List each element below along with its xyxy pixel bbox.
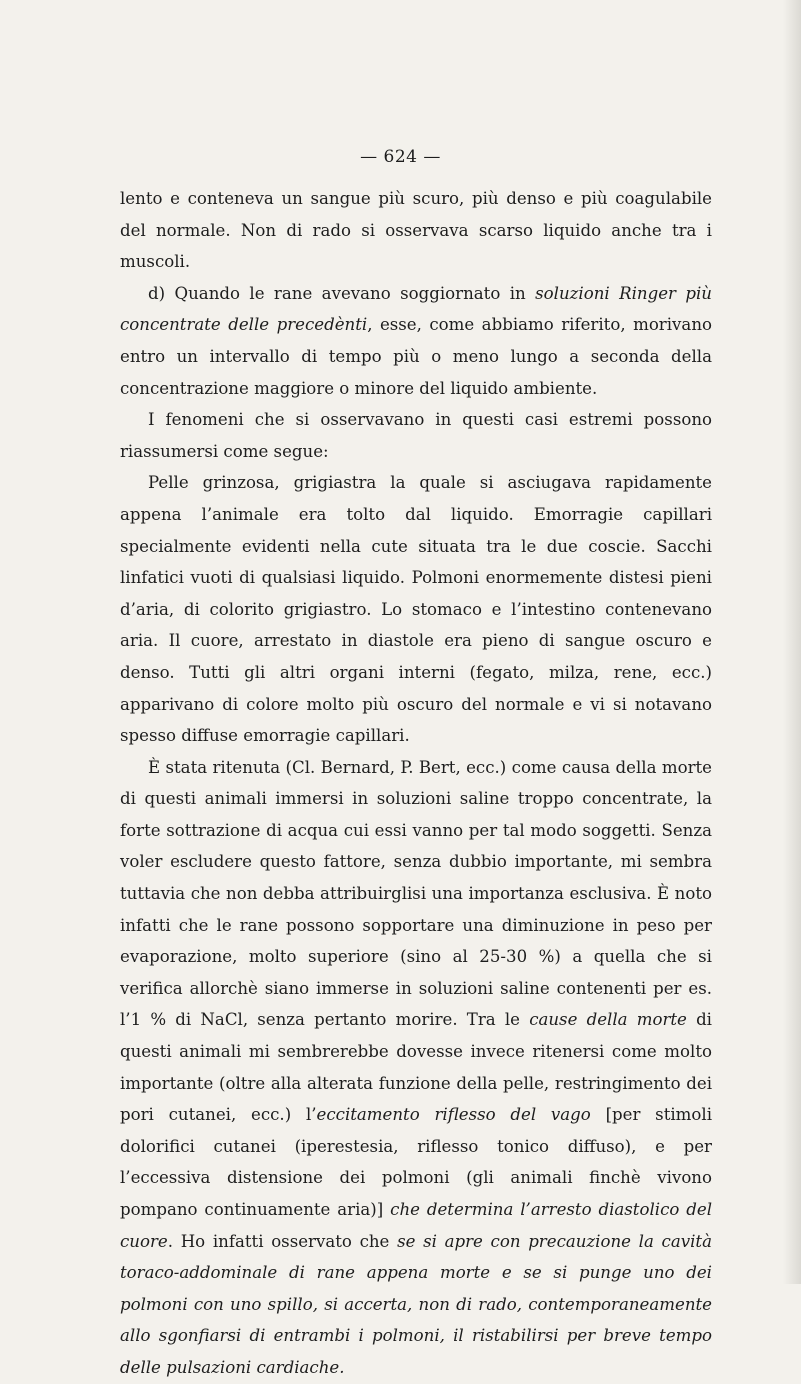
- text-run: I fenomeni che si osservavano in questi casi estremi possono riassumersi come segue:: [120, 410, 712, 461]
- page-edge-shadow: [783, 0, 801, 1284]
- paragraph: [120, 752, 712, 1384]
- text-run: , esse, come abbiamo riferito, morivano entro un intervallo di tempo più o meno lungo a seconda della concentrazione maggiore o minore del liquido ambiente.: [120, 315, 712, 398]
- italic-run: che determina l’arresto diastolico del cuore: [120, 1200, 713, 1251]
- italic-run: cause della morte: [529, 1010, 687, 1030]
- italic-run: eccitamento riflesso del vago: [316, 1105, 591, 1125]
- body-text: [120, 183, 712, 1384]
- text-run: . Ho infatti osservato che: [167, 1231, 398, 1251]
- paragraph: [120, 467, 712, 751]
- paragraph: [120, 404, 712, 467]
- page-number: — 624 —: [360, 147, 441, 167]
- paragraph: [120, 183, 712, 278]
- text-run: È stata ritenuta (Cl. Bernard, P. Bert, ecc.) come causa della morte di questi animali immersi in soluzioni saline troppo concentrate, la forte sottrazione di acqua cui essi vanno per tal modo soggetti. Senza voler escludere questo fattore, senza dubbio importante, mi sembra tuttavia che non debba attribuirglisi una importanza esclusiva. È noto infatti che le rane possono sopportare una diminuzione in peso per evaporazione, molto superiore (sino al 25-30 %) a quella che si verifica allorchè siano immerse in soluzioni saline contenenti per es. l’1 % di NaCl, senza pertanto morire. Tra le: [120, 757, 712, 1030]
- italic-run: soluzioni Ringer più concentrate delle precedènti: [120, 283, 712, 335]
- text-run: Pelle grinzosa, grigiastra la quale si asciugava rapidamente appena l’animale era tolto dal liquido. Emorragie capillari specialmente evidenti nella cute situata tra le due coscie. Sacchi linfatici vuoti di qualsiasi liquido. Polmoni enormemente distesi pieni d’aria, di colorito grigiastro. Lo stomaco e l’intestino contenevano aria. Il cuore, arrestato in diastole era pieno di sangue oscuro e denso. Tutti gli altri organi interni (fegato, milza, rene, ecc.) apparivano di colore molto più oscuro del normale e vi si notavano spesso diffuse emorragie capillari.: [120, 473, 712, 746]
- italic-run: se si apre con precauzione la cavità toraco-addominale di rane appena morte e se si punge uno dei polmoni con uno spillo, si accerta, non di rado, contemporaneamente allo sgonfiarsi di entrambi i polmoni, il ristabilirsi per breve tempo delle pulsazioni cardiache.: [120, 1231, 712, 1377]
- paragraph: [120, 278, 712, 404]
- text-run: lento e conteneva un sangue più scuro, più denso e più coagulabile del normale. Non di rado si osservava scarso liquido anche tra i muscoli.: [120, 189, 712, 272]
- text-run: d) Quando le rane avevano soggiornato in: [148, 283, 536, 303]
- text-run: di questi animali mi sembrerebbe dovesse invece ritenersi come molto importante (oltre alla alterata funzione della pelle, restringimento dei pori cutanei, ecc.) l’: [120, 1010, 712, 1125]
- text-run: [per stimoli dolorifici cutanei (iperestesia, riflesso tonico diffuso), e per l’eccessiva distensione dei polmoni (gli animali finchè vivono pompano continuamente aria)]: [120, 1105, 713, 1219]
